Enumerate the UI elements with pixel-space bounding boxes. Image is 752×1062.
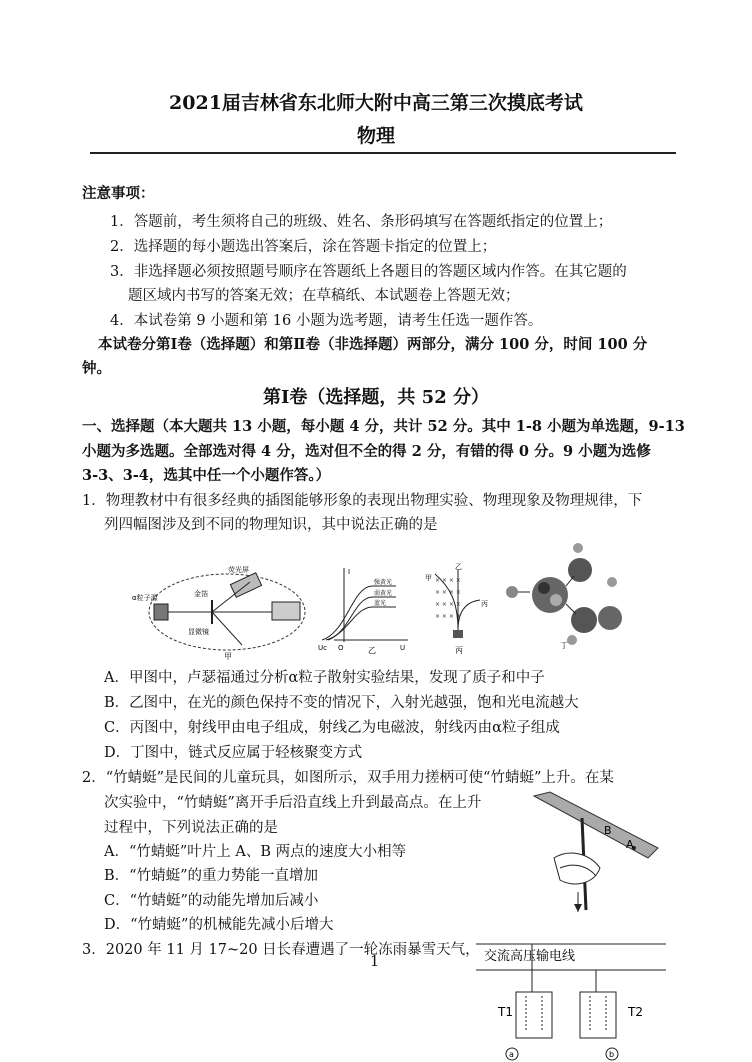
title-divider xyxy=(90,152,676,154)
figure-transmission-line xyxy=(476,940,672,1062)
question-2-option-c: C．“竹蜻蜓”的动能先增加后减小 xyxy=(104,893,319,909)
fig-yi-caption: 乙 xyxy=(368,646,376,654)
question-2-option-a: A．“竹蜻蜓”叶片上 A、B 两点的速度大小相等 xyxy=(104,844,407,860)
fig-yi-series-strong-yellow: 强黄光 xyxy=(374,579,393,586)
fig-bing-ray-jia: 甲 xyxy=(425,574,432,582)
fig-yi-origin: O xyxy=(338,644,344,652)
figure-jia-alpha-scattering xyxy=(132,560,312,660)
fig-bing-ray-yi: 乙 xyxy=(455,563,462,571)
question-1-option-d: D．丁图中，链式反应属于轻核聚变方式 xyxy=(104,745,363,761)
question-1-stem-cont: 列四幅图涉及到不同的物理知识，其中说法正确的是 xyxy=(104,517,438,533)
fig-ding-caption: 丁 xyxy=(560,641,568,650)
question-3-stem: 3．2020 年 11 月 17~20 日长春遭遇了一轮冻雨暴雪天气， xyxy=(82,942,480,958)
svg-text:× × × ×: × × × × xyxy=(435,589,461,596)
fig-point-a: A xyxy=(626,838,634,851)
fig-jia-label-source: α粒子源 xyxy=(132,594,158,602)
question-2-stem-cont: 次实验中，“竹蜻蜓”离开手后沿直线上升到最高点。在上升 xyxy=(104,795,482,811)
exam-summary-cont: 钟。 xyxy=(82,360,111,377)
section-instructions: 一、选择题（本大题共 13 小题，每小题 4 分，共计 52 分。其中 1-8 小题为单选题，9-13 xyxy=(82,418,685,435)
question-1-option-b: B．乙图中，在光的颜色保持不变的情况下，入射光越强，饱和光电流越大 xyxy=(104,695,579,711)
notice-item: 2．选择题的每小题选出答案后，涂在答题卡指定的位置上； xyxy=(110,239,497,255)
figure-yi-photoelectric-curves xyxy=(312,562,412,654)
figure-ding-chain-reaction xyxy=(500,540,630,652)
fig-jia-label-foil: 金箔 xyxy=(194,590,208,598)
subject-title: 物理 xyxy=(356,125,395,147)
fig-meter-b: b xyxy=(609,1050,615,1059)
notice-heading: 注意事项： xyxy=(82,185,155,202)
notice-item: 4．本试卷第 9 小题和第 16 小题为选考题，请考生任选一题作答。 xyxy=(110,313,543,329)
fig-jia-caption: 甲 xyxy=(224,652,232,660)
question-2-option-b: B．“竹蜻蜓”的重力势能一直增加 xyxy=(104,868,318,884)
question-2-option-d: D．“竹蜻蜓”的机械能先减小后增大 xyxy=(104,917,334,933)
fig-yi-cutoff: Uc xyxy=(318,644,327,652)
fig-label-t2: T2 xyxy=(628,1005,643,1019)
question-2-stem: 2．“竹蜻蜓”是民间的儿童玩具，如图所示，双手用力搓柄可使“竹蜻蜓”上升。在某 xyxy=(82,770,614,786)
section-instructions: 小题为多选题。全部选对得 4 分，选对但不全的得 2 分，有错的得 0 分。9 小题为选修 xyxy=(82,443,651,460)
question-1-option-a: A．甲图中，卢瑟福通过分析α粒子散射实验结果，发现了质子和中子 xyxy=(104,670,545,686)
svg-text:× × × ×: × × × × xyxy=(435,577,461,584)
fig-jia-label-screen: 荧光屏 xyxy=(228,566,249,574)
fig-jia-label-microscope: 显微镜 xyxy=(188,628,209,636)
figure-bing-radiation xyxy=(425,562,495,654)
question-2-stem-cont: 过程中，下列说法正确的是 xyxy=(104,820,278,836)
notice-item: 1．答题前，考生须将自己的班级、姓名、条形码填写在答题纸指定的位置上； xyxy=(110,214,613,230)
question-1-option-c: C．丙图中，射线甲由电子组成，射线乙为电磁波，射线丙由α粒子组成 xyxy=(104,720,560,736)
fig-meter-a: a xyxy=(509,1050,514,1059)
fig-label-t1: T1 xyxy=(498,1005,513,1019)
fig-transmission-title: 交流高压输电线 xyxy=(484,949,576,964)
section-instructions: 3-3、3-4，选其中任一个小题作答。） xyxy=(82,467,331,484)
svg-text:× × × ×: × × × × xyxy=(435,601,461,608)
exam-title: 2021届吉林省东北师大附中高三第三次摸底考试 xyxy=(169,92,583,114)
exam-summary: 本试卷分第Ⅰ卷（选择题）和第Ⅱ卷（非选择题）两部分，满分 100 分，时间 100 分 xyxy=(98,336,648,353)
fig-point-b: B xyxy=(604,824,612,837)
fig-yi-axis-u: U xyxy=(400,644,406,652)
question-1-stem: 1．物理教材中有很多经典的插图能够形象的表现出物理实验、物理现象及物理规律，下 xyxy=(82,493,643,509)
svg-text:× × × ×: × × × × xyxy=(435,613,461,620)
fig-bing-caption: 丙 xyxy=(455,646,463,654)
fig-yi-axis-i: I xyxy=(348,568,351,576)
fig-yi-series-weak-yellow: 弱黄光 xyxy=(374,590,393,597)
notice-item: 3．非选择题必须按照题号顺序在答题纸上各题目的答题区域内作答。在其它题的 xyxy=(110,264,627,280)
section-title: 第Ⅰ卷（选择题，共 52 分） xyxy=(262,387,489,408)
notice-item: 题区域内书写的答案无效；在草稿纸、本试题卷上答题无效； xyxy=(128,288,520,304)
page-number: 1 xyxy=(370,954,380,970)
figure-bamboo-dragonfly xyxy=(530,788,662,918)
fig-bing-ray-bing: 丙 xyxy=(481,600,488,608)
fig-yi-series-blue: 蓝光 xyxy=(374,600,387,607)
